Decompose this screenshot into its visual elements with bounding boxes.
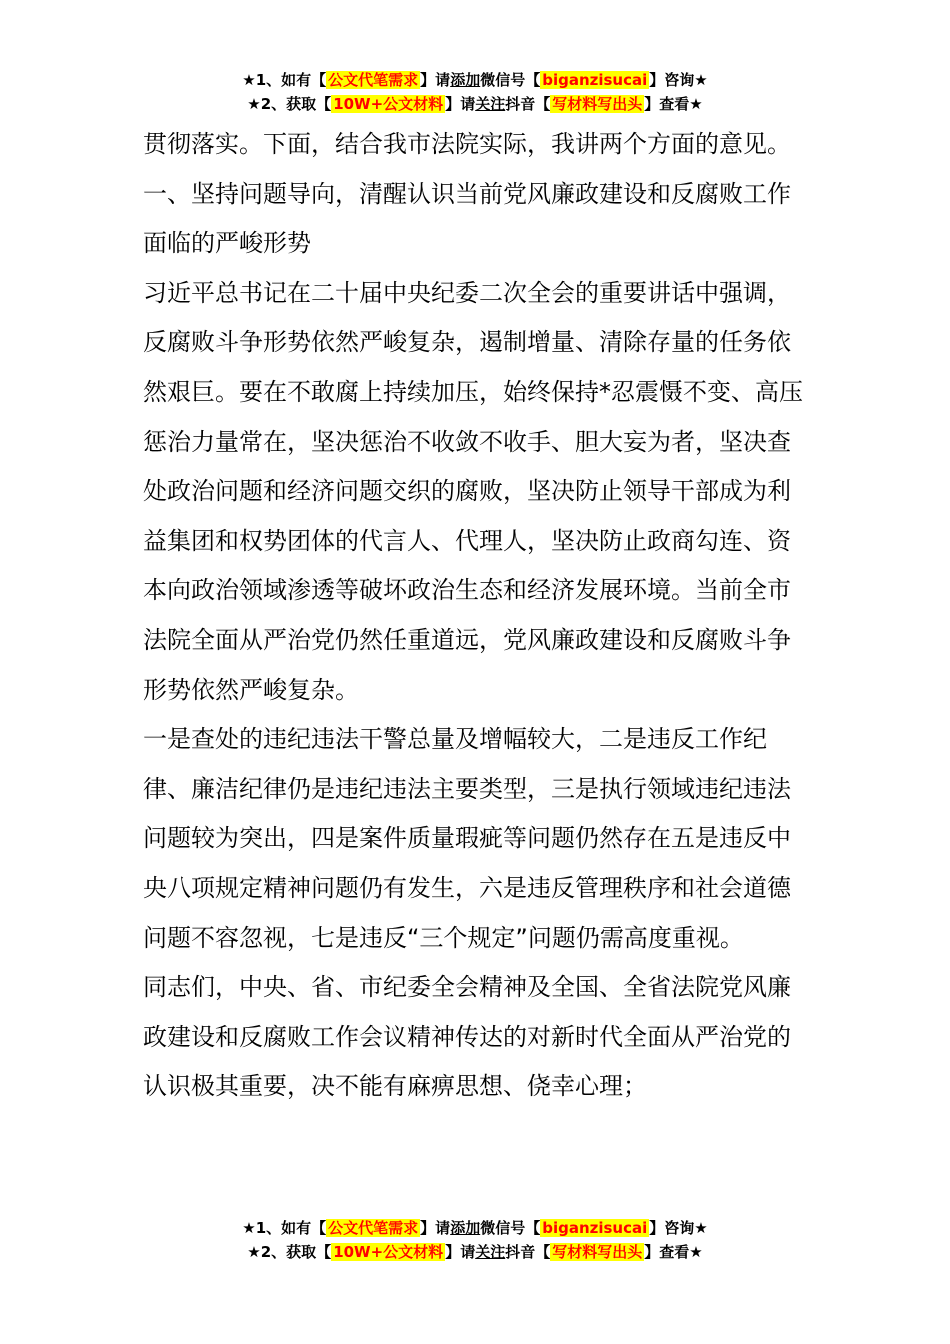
paragraph-4: 同志们，中央、省、市纪委全会精神及全国、全省法院党风廉政建设和反腐败工作会议精神传达的对新时代全面从严治党的认识极其重要，决不能有麻痹思想、侥幸心理； [143,973,791,1101]
paragraph-3: 一是查处的违纪违法干警总量及增幅较大，二是违反工作纪律、廉洁纪律仍是违纪违法主要类型，三是执行领域违纪违法问题较为突出，四是案件质量瑕疵等问题仍然存在五是违反中央八项规定精神问题仍有发生，六是违反管理秩序和社会道德问题不容忽视，七是违反“三个规定”问题仍需高度重视。 [143,725,791,952]
banner-line-2 [0,92,950,116]
highlight-service: 公文代笔需求 [328,71,419,89]
banner-text: 抖音【 [505,95,551,113]
banner-text: ★2、获取【 [247,95,332,113]
footer-banner [0,1216,950,1264]
banner-text: ★1、如有【 [242,71,327,89]
underlined-text: 添加 [450,71,481,89]
underlined-text: 关注 [475,95,506,113]
highlight-wechat-id: biganzisucai [542,1219,648,1237]
banner-text: 抖音【 [505,1243,551,1261]
banner-text: 微信号【 [480,1219,541,1237]
banner-text: 】查看★ [644,95,703,113]
highlight-douyin-id: 写材料写出头 [552,1243,643,1261]
underlined-text: 关注 [475,1243,506,1261]
paragraph-2: 习近平总书记在二十届中央纪委二次全会的重要讲话中强调，反腐败斗争形势依然严峻复杂，遏制增量、清除存量的任务依然艰巨。要在不敢腐上持续加压，始终保持*忍震慑不变、高压惩治力量常在，坚决惩治不收敛不收手、胆大妄为者，坚决查处政治问题和经济问题交织的腐败，坚决防止领导干部成为利益集团和权势团体的代言人、代理人，坚决防止政商勾连、资本向政治领域渗透等破坏政治生态和经济发展环境。当前全市法院全面从严治党仍然任重道远，党风廉政建设和反腐败斗争形势依然严峻复杂。 [143,278,803,704]
banner-text: 】请 [445,1243,476,1261]
banner-text: 】请 [420,1219,451,1237]
banner-text: ★2、获取【 [247,1243,332,1261]
banner-text: 】咨询★ [649,1219,708,1237]
document-body [143,120,808,1112]
banner-line-2 [0,1240,950,1264]
banner-text: ★1、如有【 [242,1219,327,1237]
underlined-text: 添加 [450,1219,481,1237]
banner-text: 微信号【 [480,71,541,89]
paragraph-1: 贯彻落实。下面，结合我市法院实际，我讲两个方面的意见。 [143,130,791,158]
section-heading-1: 一、坚持问题导向，清醒认识当前党风廉政建设和反腐败工作面临的严峻形势 [143,179,791,258]
highlight-materials: 10W+公文材料 [333,95,444,113]
highlight-service: 公文代笔需求 [328,1219,419,1237]
banner-text: 】查看★ [644,1243,703,1261]
highlight-wechat-id: biganzisucai [542,71,648,89]
header-banner [0,68,950,116]
banner-text: 】咨询★ [649,71,708,89]
highlight-douyin-id: 写材料写出头 [552,95,643,113]
banner-line-1 [0,1216,950,1240]
banner-text: 】请 [420,71,451,89]
banner-text: 】请 [445,95,476,113]
highlight-materials: 10W+公文材料 [333,1243,444,1261]
banner-line-1 [0,68,950,92]
